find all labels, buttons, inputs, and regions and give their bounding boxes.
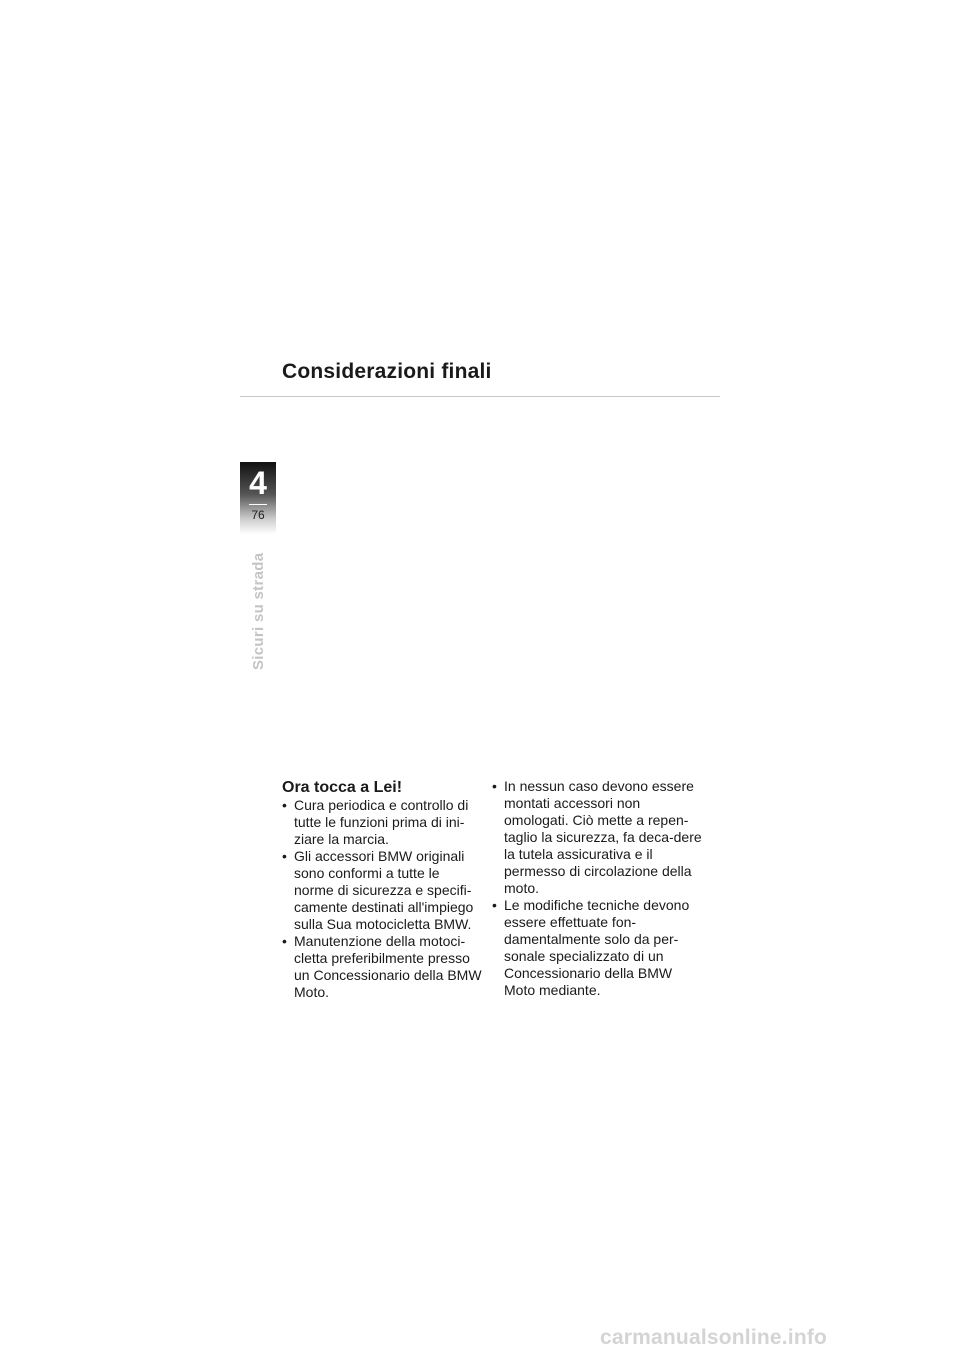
list-item-text: Manutenzione della motoci-cletta preferibilmente presso un Concessionario della BMW Moto. — [294, 933, 482, 1000]
list-item — [282, 933, 482, 1001]
page-number: 76 — [251, 508, 265, 522]
page-title: Considerazioni finali — [282, 360, 492, 383]
chapter-divider — [249, 504, 267, 505]
bullet-icon: • — [492, 778, 497, 794]
chapter-tab — [240, 462, 276, 534]
section-heading: Ora tocca a Lei! — [282, 779, 403, 796]
left-bullet-list — [282, 797, 482, 1001]
list-item — [282, 848, 482, 933]
chapter-side-label: Sicuri su strada — [250, 552, 267, 670]
right-column — [492, 776, 702, 999]
bullet-icon: • — [282, 848, 287, 864]
list-item — [492, 897, 702, 999]
bullet-icon: • — [282, 797, 287, 813]
list-item — [282, 797, 482, 848]
title-divider — [240, 396, 720, 397]
watermark: carmanualsonline.info — [600, 1326, 828, 1349]
right-bullet-list — [492, 778, 702, 999]
list-item-text: In nessun caso devono essere montati accessori non omologati. Ciò mette a repen-taglio la sicurezza, fa deca-dere la tutela assicurativa e il permesso di circolazione della moto. — [504, 778, 702, 896]
list-item-text: Gli accessori BMW originali sono conformi a tutte le norme di sicurezza e specifi-camente destinati all'impiego sulla Sua motocicletta BMW. — [294, 848, 474, 932]
list-item-text: Cura periodica e controllo di tutte le funzioni prima di ini-ziare la marcia. — [294, 797, 469, 847]
list-item — [492, 778, 702, 897]
bullet-icon: • — [282, 933, 287, 949]
chapter-number: 4 — [249, 465, 267, 501]
list-item-text: Le modifiche tecniche devono essere effettuate fon-damentalmente solo da per-sonale specializzato di un Concessionario della BMW Moto mediante. — [504, 897, 690, 998]
left-column — [282, 776, 482, 1001]
bullet-icon: • — [492, 897, 497, 913]
